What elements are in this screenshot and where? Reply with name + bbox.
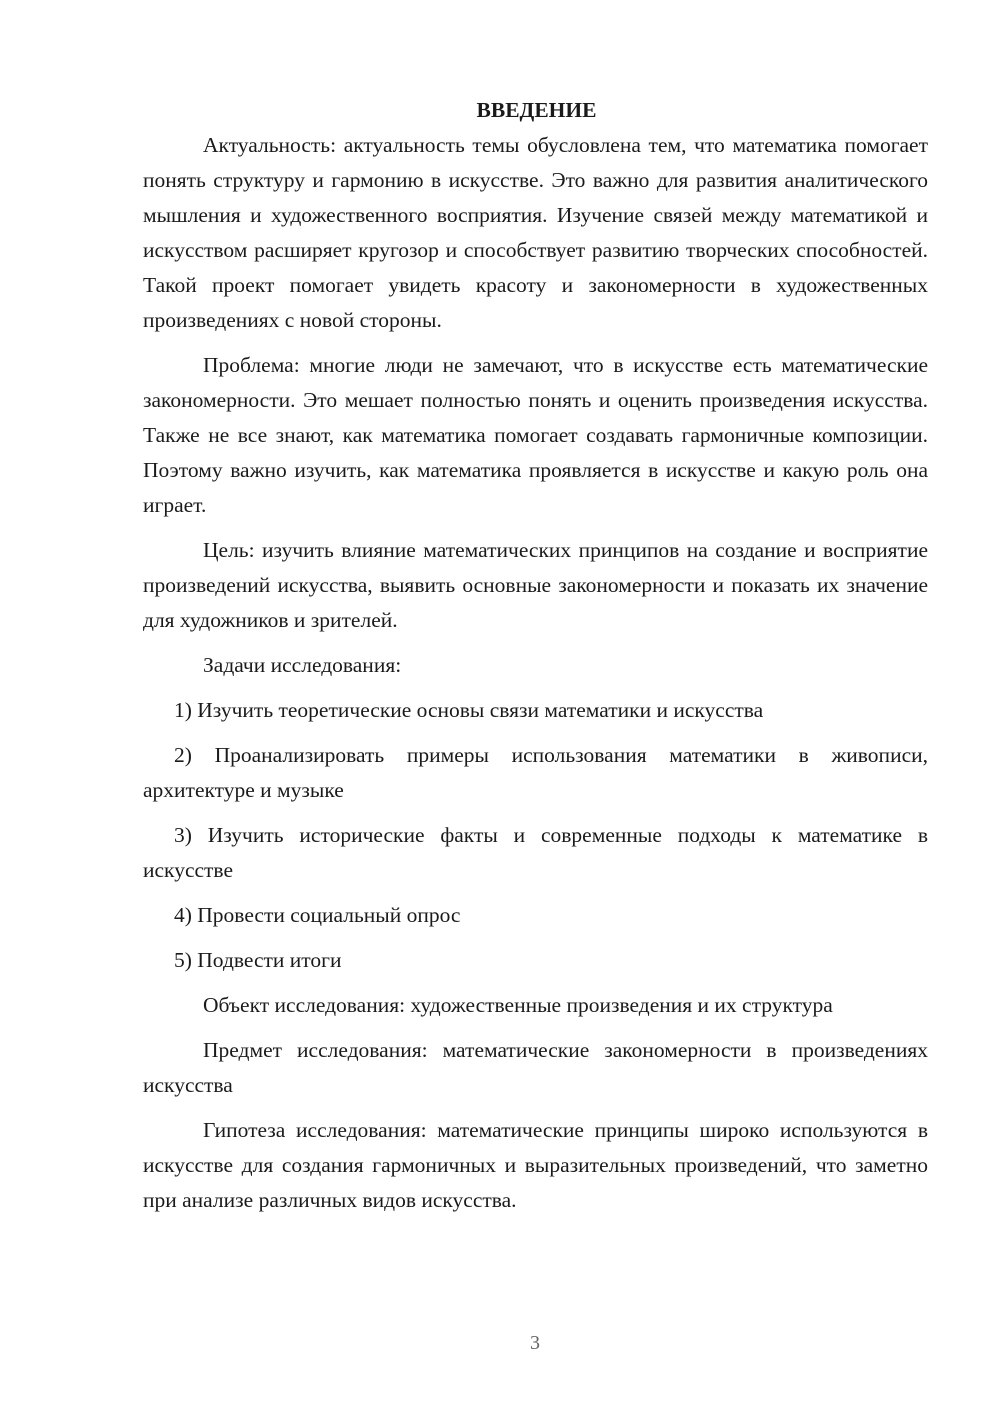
research-object-paragraph: Объект исследования: художественные произведения и их структура — [203, 993, 833, 1017]
task-item-3: 3) Изучить исторические факты и современные подходы к математике в искусстве — [143, 823, 928, 882]
research-hypothesis-paragraph: Гипотеза исследования: математические принципы широко используются в искусстве для создания гармоничных и выразительных произведений, что заметно при анализе различных видов искусства. — [143, 1118, 928, 1212]
relevance-paragraph: Актуальность: актуальность темы обусловлена тем, что математика помогает понять структуру и гармонию в искусстве. Это важно для развития аналитического мышления и художественного восприятия. Изучение связей между математикой и искусством расширяет кругозор и способствует развитию творческих способностей. Такой проект помогает увидеть красоту и закономерности в художественных произведениях с новой стороны. — [143, 133, 928, 332]
research-subject-paragraph: Предмет исследования: математические закономерности в произведениях искусства — [143, 1038, 928, 1097]
task-item-2: 2) Проанализировать примеры использования математики в живописи, архитектуре и музыке — [143, 743, 928, 802]
section-heading: ВВЕДЕНИЕ — [476, 98, 597, 122]
page-content — [143, 92, 928, 1228]
task-item-5: 5) Подвести итоги — [174, 948, 342, 972]
tasks-heading: Задачи исследования: — [203, 653, 402, 677]
task-item-4: 4) Провести социальный опрос — [174, 903, 461, 927]
problem-paragraph: Проблема: многие люди не замечают, что в искусстве есть математические закономерности. Это мешает полностью понять и оценить произведения искусства. Также не все знают, как математика помогает создавать гармоничные композиции. Поэтому важно изучить, как математика проявляется в искусстве и какую роль она играет. — [143, 353, 928, 517]
goal-paragraph: Цель: изучить влияние математических принципов на создание и восприятие произведений искусства, выявить основные закономерности и показать их значение для художников и зрителей. — [143, 538, 928, 632]
task-item-1: 1) Изучить теоретические основы связи математики и искусства — [174, 698, 764, 722]
page-number: 3 — [530, 1332, 540, 1354]
